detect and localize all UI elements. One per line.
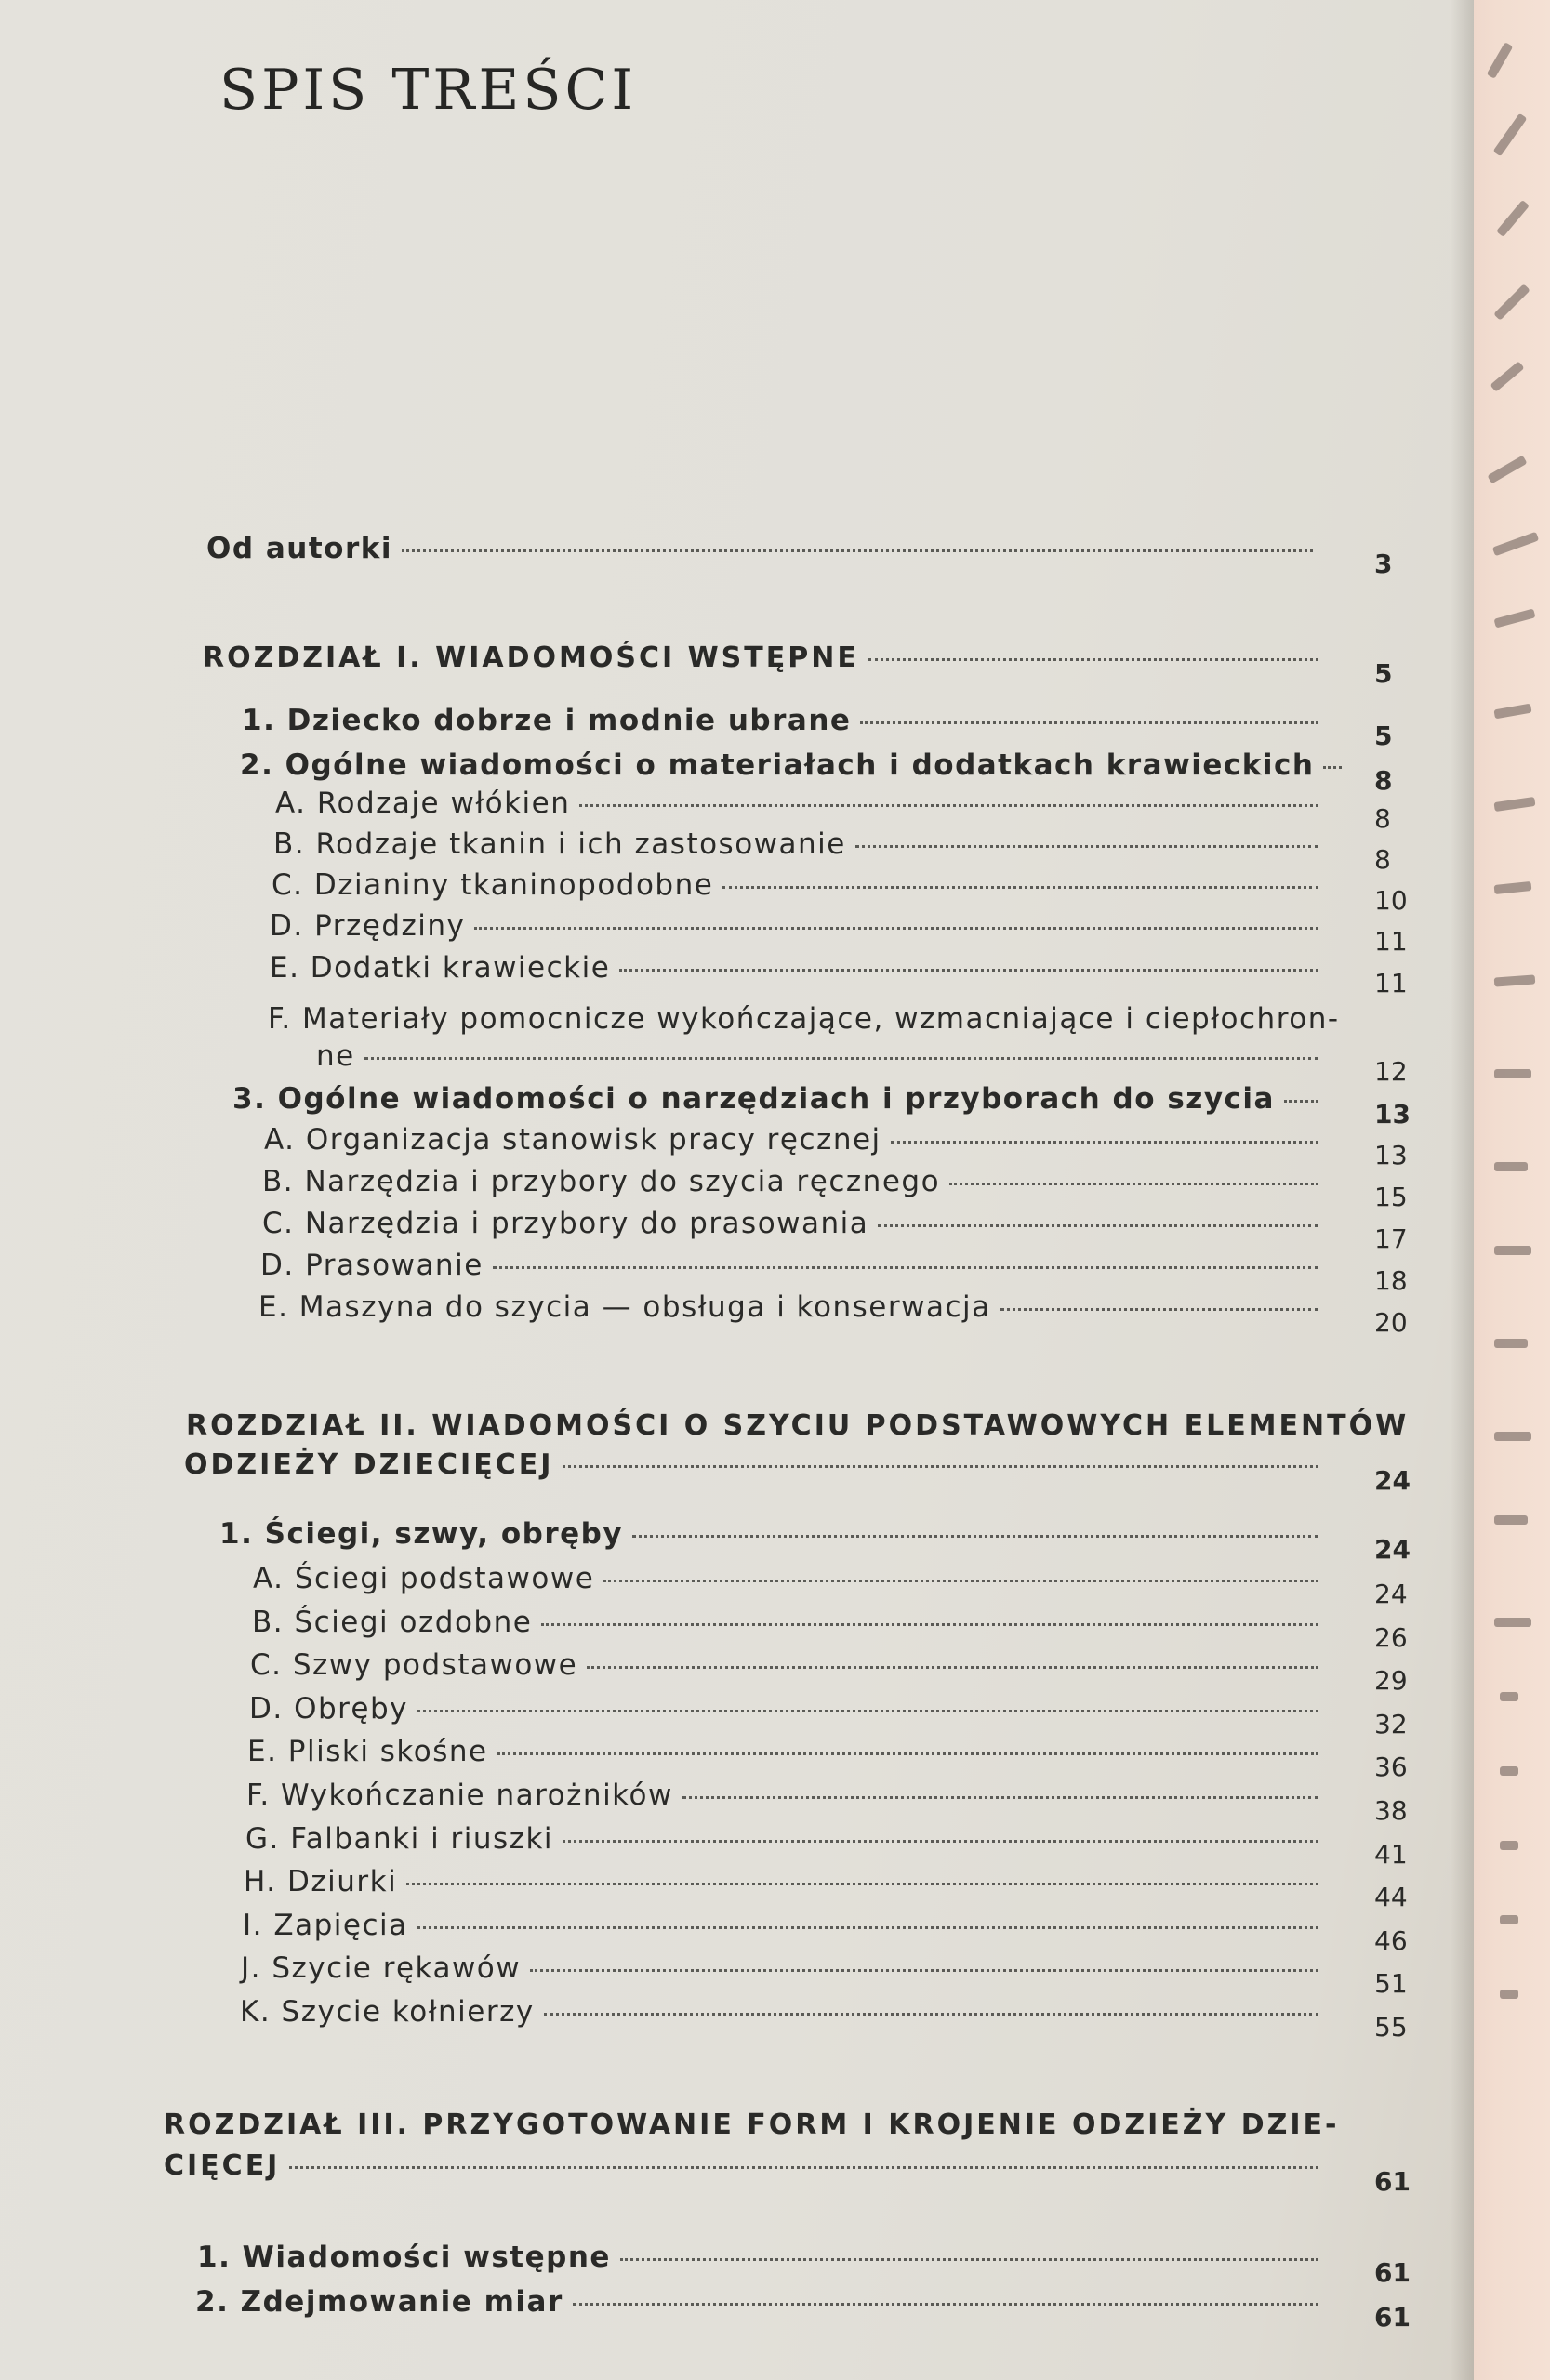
toc-subsection: C. Dzianiny tkaninopodobne 10: [272, 868, 1408, 916]
page-number: 5: [1374, 658, 1393, 689]
page-number: 11: [1374, 926, 1408, 957]
toc-subsection: A. Rodzaje włókien 8: [275, 787, 1391, 834]
toc-subsection: [253, 1562, 1408, 1609]
toc-chapter-3-line1: ROZDZIAŁ III. PRZYGOTOWANIE FORM I KROJENIE ODZIEŻY DZIE-: [164, 2109, 1340, 2141]
dot-leader: [949, 1183, 1318, 1185]
page-number: 24: [1374, 1534, 1411, 1565]
toc-subsection-label: I. Zapięcia: [243, 1909, 408, 1942]
dot-leader: [587, 1666, 1318, 1669]
toc-subsection: C. Narzędzia i przybory do prasowania 17: [262, 1207, 1408, 1254]
toc-subsection: [244, 1865, 1408, 1912]
toc-subsection: [246, 1778, 1408, 1826]
dot-leader: [722, 886, 1318, 889]
toc-chapter-1: ROZDZIAŁ I. WIADOMOŚCI WSTĘPNE 5: [203, 641, 1393, 689]
dot-leader: [620, 2258, 1318, 2261]
toc-subsection: [247, 1735, 1408, 1782]
dot-leader: [563, 1840, 1318, 1843]
toc-subsection-label: H. Dziurki: [244, 1865, 398, 1898]
toc-section-3-2: 2. Zdejmowanie miar 61: [195, 2285, 1411, 2333]
toc-subsection: [250, 1648, 1408, 1696]
toc-subsection: E. Maszyna do szycia — obsługa i konserwacja 20: [258, 1290, 1408, 1338]
page-number: 11: [1374, 968, 1408, 998]
toc-section-2-1: 1. Ściegi, szwy, obręby 24: [219, 1517, 1411, 1565]
page-number: 36: [1374, 1752, 1408, 1782]
toc-subsection: [241, 1951, 1408, 1999]
page-number: 13: [1374, 1140, 1408, 1170]
toc-subsection: [243, 1909, 1408, 1956]
dot-leader: [891, 1141, 1318, 1144]
dot-leader: [563, 1465, 1318, 1468]
toc-subsection: D. Prasowanie 18: [260, 1249, 1408, 1296]
page-number: 20: [1374, 1307, 1408, 1338]
toc-subsection-line1: F. Materiały pomocnicze wykończające, wzmacniające i ciepłochron-: [268, 1002, 1340, 1036]
toc-subsection-line2: ne 12: [316, 1039, 1408, 1087]
toc-subsection: B. Narzędzia i przybory do szycia ręcznego 15: [262, 1165, 1408, 1212]
page-number: 8: [1374, 765, 1393, 796]
dot-leader: [541, 1623, 1318, 1626]
toc-chapter-2-line1: ROZDZIAŁ II. WIADOMOŚCI O SZYCIU PODSTAWOWYCH ELEMENTÓW: [186, 1409, 1410, 1442]
toc-section-3-1: 1. Wiadomości wstępne 61: [197, 2241, 1411, 2288]
toc-chapter-2: ODZIEŻY DZIECIĘCEJ 24: [184, 1448, 1411, 1496]
page-number: 32: [1374, 1709, 1408, 1739]
page-number: 41: [1374, 1839, 1408, 1870]
toc-subsection: [245, 1822, 1408, 1870]
page-number: 5: [1374, 721, 1393, 751]
toc-subsection: [240, 1995, 1408, 2043]
toc-subsection-label: B. Ściegi ozdobne: [252, 1606, 533, 1639]
adjacent-page-edge: [1474, 0, 1550, 2380]
toc-subsection: E. Dodatki krawieckie 11: [270, 951, 1408, 998]
toc-section-1-3: 3. Ogólne wiadomości o narzędziach i przyborach do szycia 13: [232, 1082, 1411, 1130]
toc-subsection-label: F. Wykończanie narożników: [246, 1778, 673, 1812]
toc-chapter-3: CIĘCEJ 61: [164, 2149, 1411, 2197]
page-number: 10: [1374, 885, 1408, 916]
dot-leader: [573, 2303, 1318, 2306]
dot-leader: [682, 1796, 1318, 1799]
toc-section-1-2: 2. Ogólne wiadomości o materiałach i dodatkach krawieckich 8: [240, 748, 1393, 796]
dot-leader: [1284, 1100, 1318, 1103]
dot-leader: [855, 845, 1318, 848]
dot-leader: [417, 1926, 1318, 1929]
page-number: 44: [1374, 1882, 1408, 1912]
page-number: 15: [1374, 1182, 1408, 1212]
dot-leader: [406, 1883, 1318, 1885]
page-number: 55: [1374, 2012, 1408, 2043]
dot-leader: [1000, 1308, 1318, 1311]
toc-subsection: D. Przędziny 11: [270, 909, 1408, 957]
toc-subsection: [249, 1692, 1408, 1739]
toc-subsection-label: E. Pliski skośne: [247, 1735, 488, 1768]
dot-leader: [579, 804, 1318, 807]
page-number: 8: [1374, 844, 1391, 875]
page-number: 61: [1374, 2257, 1411, 2288]
page-number: 61: [1374, 2166, 1411, 2197]
dot-leader: [632, 1535, 1318, 1538]
toc-section-1-1: 1. Dziecko dobrze i modnie ubrane 5: [242, 704, 1393, 751]
dot-leader: [878, 1224, 1318, 1227]
toc-subsection: B. Rodzaje tkanin i ich zastosowanie 8: [273, 827, 1391, 875]
page-number: 13: [1374, 1099, 1411, 1130]
page-number: 12: [1374, 1056, 1408, 1087]
page-number: 26: [1374, 1622, 1408, 1653]
toc-subsection: A. Organizacja stanowisk pracy ręcznej 13: [264, 1123, 1408, 1170]
page-number: 46: [1374, 1925, 1408, 1956]
dot-leader: [402, 549, 1313, 552]
dot-leader: [544, 2013, 1318, 2016]
page-number: 38: [1374, 1795, 1408, 1826]
dot-leader: [530, 1969, 1318, 1972]
page-number: 3: [1374, 549, 1393, 579]
dot-leader: [603, 1580, 1318, 1582]
dot-leader: [289, 2166, 1318, 2169]
toc-entry-intro: Od autorki 3: [206, 532, 1393, 579]
dot-leader: [1323, 766, 1342, 769]
dot-leader: [493, 1266, 1318, 1269]
toc-subsection-label: D. Obręby: [249, 1692, 408, 1726]
dot-leader: [364, 1057, 1318, 1060]
dot-leader: [497, 1752, 1318, 1755]
page-number: 51: [1374, 1968, 1408, 1999]
page-number: 18: [1374, 1265, 1408, 1296]
page-title: SPIS TREŚCI: [219, 58, 638, 123]
toc-subsection: [252, 1606, 1408, 1653]
toc-subsection-label: K. Szycie kołnierzy: [240, 1995, 535, 2029]
page-number: 8: [1374, 803, 1391, 834]
page-number: 17: [1374, 1223, 1408, 1254]
dot-leader: [417, 1710, 1318, 1712]
toc-subsection-label: A. Ściegi podstawowe: [253, 1562, 595, 1595]
page-number: 24: [1374, 1579, 1408, 1609]
toc-subsection-label: J. Szycie rękawów: [241, 1951, 522, 1985]
dot-leader: [474, 927, 1318, 930]
page-number: 29: [1374, 1665, 1408, 1696]
dot-leader: [860, 721, 1318, 724]
page-number: 24: [1374, 1465, 1411, 1496]
page-number: 61: [1374, 2302, 1411, 2333]
toc-subsection-label: C. Szwy podstawowe: [250, 1648, 578, 1682]
dot-leader: [619, 969, 1318, 972]
dot-leader: [868, 658, 1318, 661]
toc-subsection-label: G. Falbanki i riuszki: [245, 1822, 554, 1856]
